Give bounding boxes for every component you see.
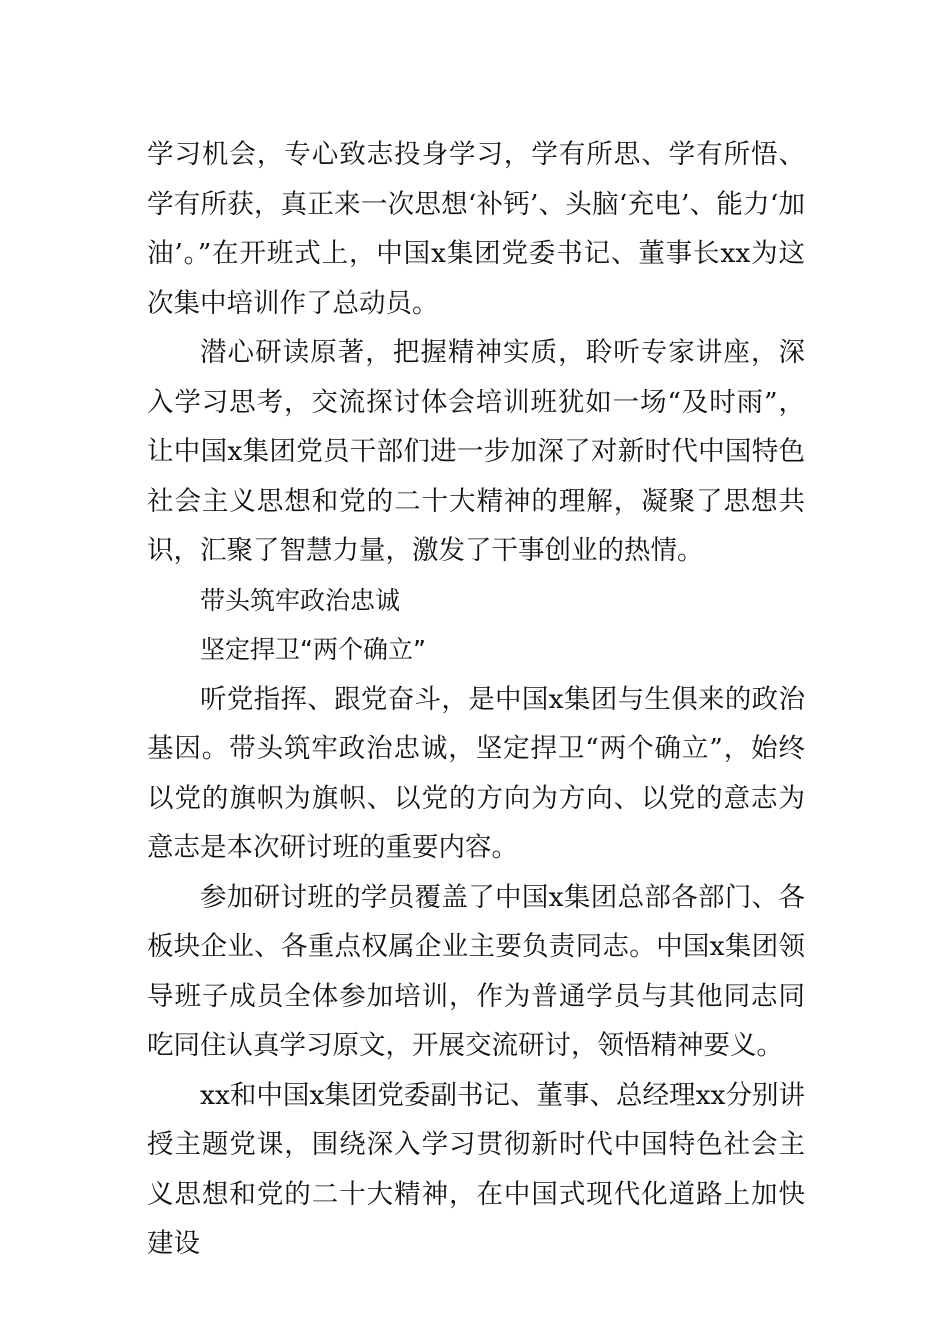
section-heading-two-establishments: 坚定捍卫“两个确立” xyxy=(200,635,426,664)
paragraph-participants: 参加研讨班的学员覆盖了中国x集团总部各部门、各板块企业、各重点权属企业主要负责同志。中国x集团领导班子成员全体参加培训，作为普通学员与其他同志同吃同住认真学习原文，开展交流研讨，领悟精神要义。 xyxy=(147,881,805,1061)
document-body xyxy=(147,130,805,1269)
section-heading-political-loyalty: 带头筑牢政治忠诚 xyxy=(200,585,401,615)
paragraph-political-gene: 听党指挥、跟党奋斗，是中国x集团与生俱来的政治基因。带头筑牢政治忠诚，坚定捍卫“两个确立”，始终以党的旗帜为旗帜、以党的方向为方向、以党的意志为意志是本次研讨班的重要内容。 xyxy=(147,683,805,863)
paragraph-study-deeply: 潜心研读原著，把握精神实质，聆听专家讲座，深入学习思考，交流探讨体会培训班犹如一场“及时雨”，让中国x集团党员干部们进一步加深了对新时代中国特色社会主义思想和党的二十大精神的理解，凝聚了思想共识，汇聚了智慧力量，激发了干事创业的热情。 xyxy=(147,337,805,566)
paragraph-continuation: 学习机会，专心致志投身学习，学有所思、学有所悟、学有所获，真正来一次思想‘补钙’、头脑‘充电’、能力‘加油’。”在开班式上，中国x集团党委书记、董事长xx为这次集中培训作了总动员。 xyxy=(147,139,805,319)
paragraph-party-lectures: xx和中国x集团党委副书记、董事、总经理xx分别讲授主题党课，围绕深入学习贯彻新时代中国特色社会主义思想和党的二十大精神，在中国式现代化道路上加快建设 xyxy=(147,1079,805,1259)
